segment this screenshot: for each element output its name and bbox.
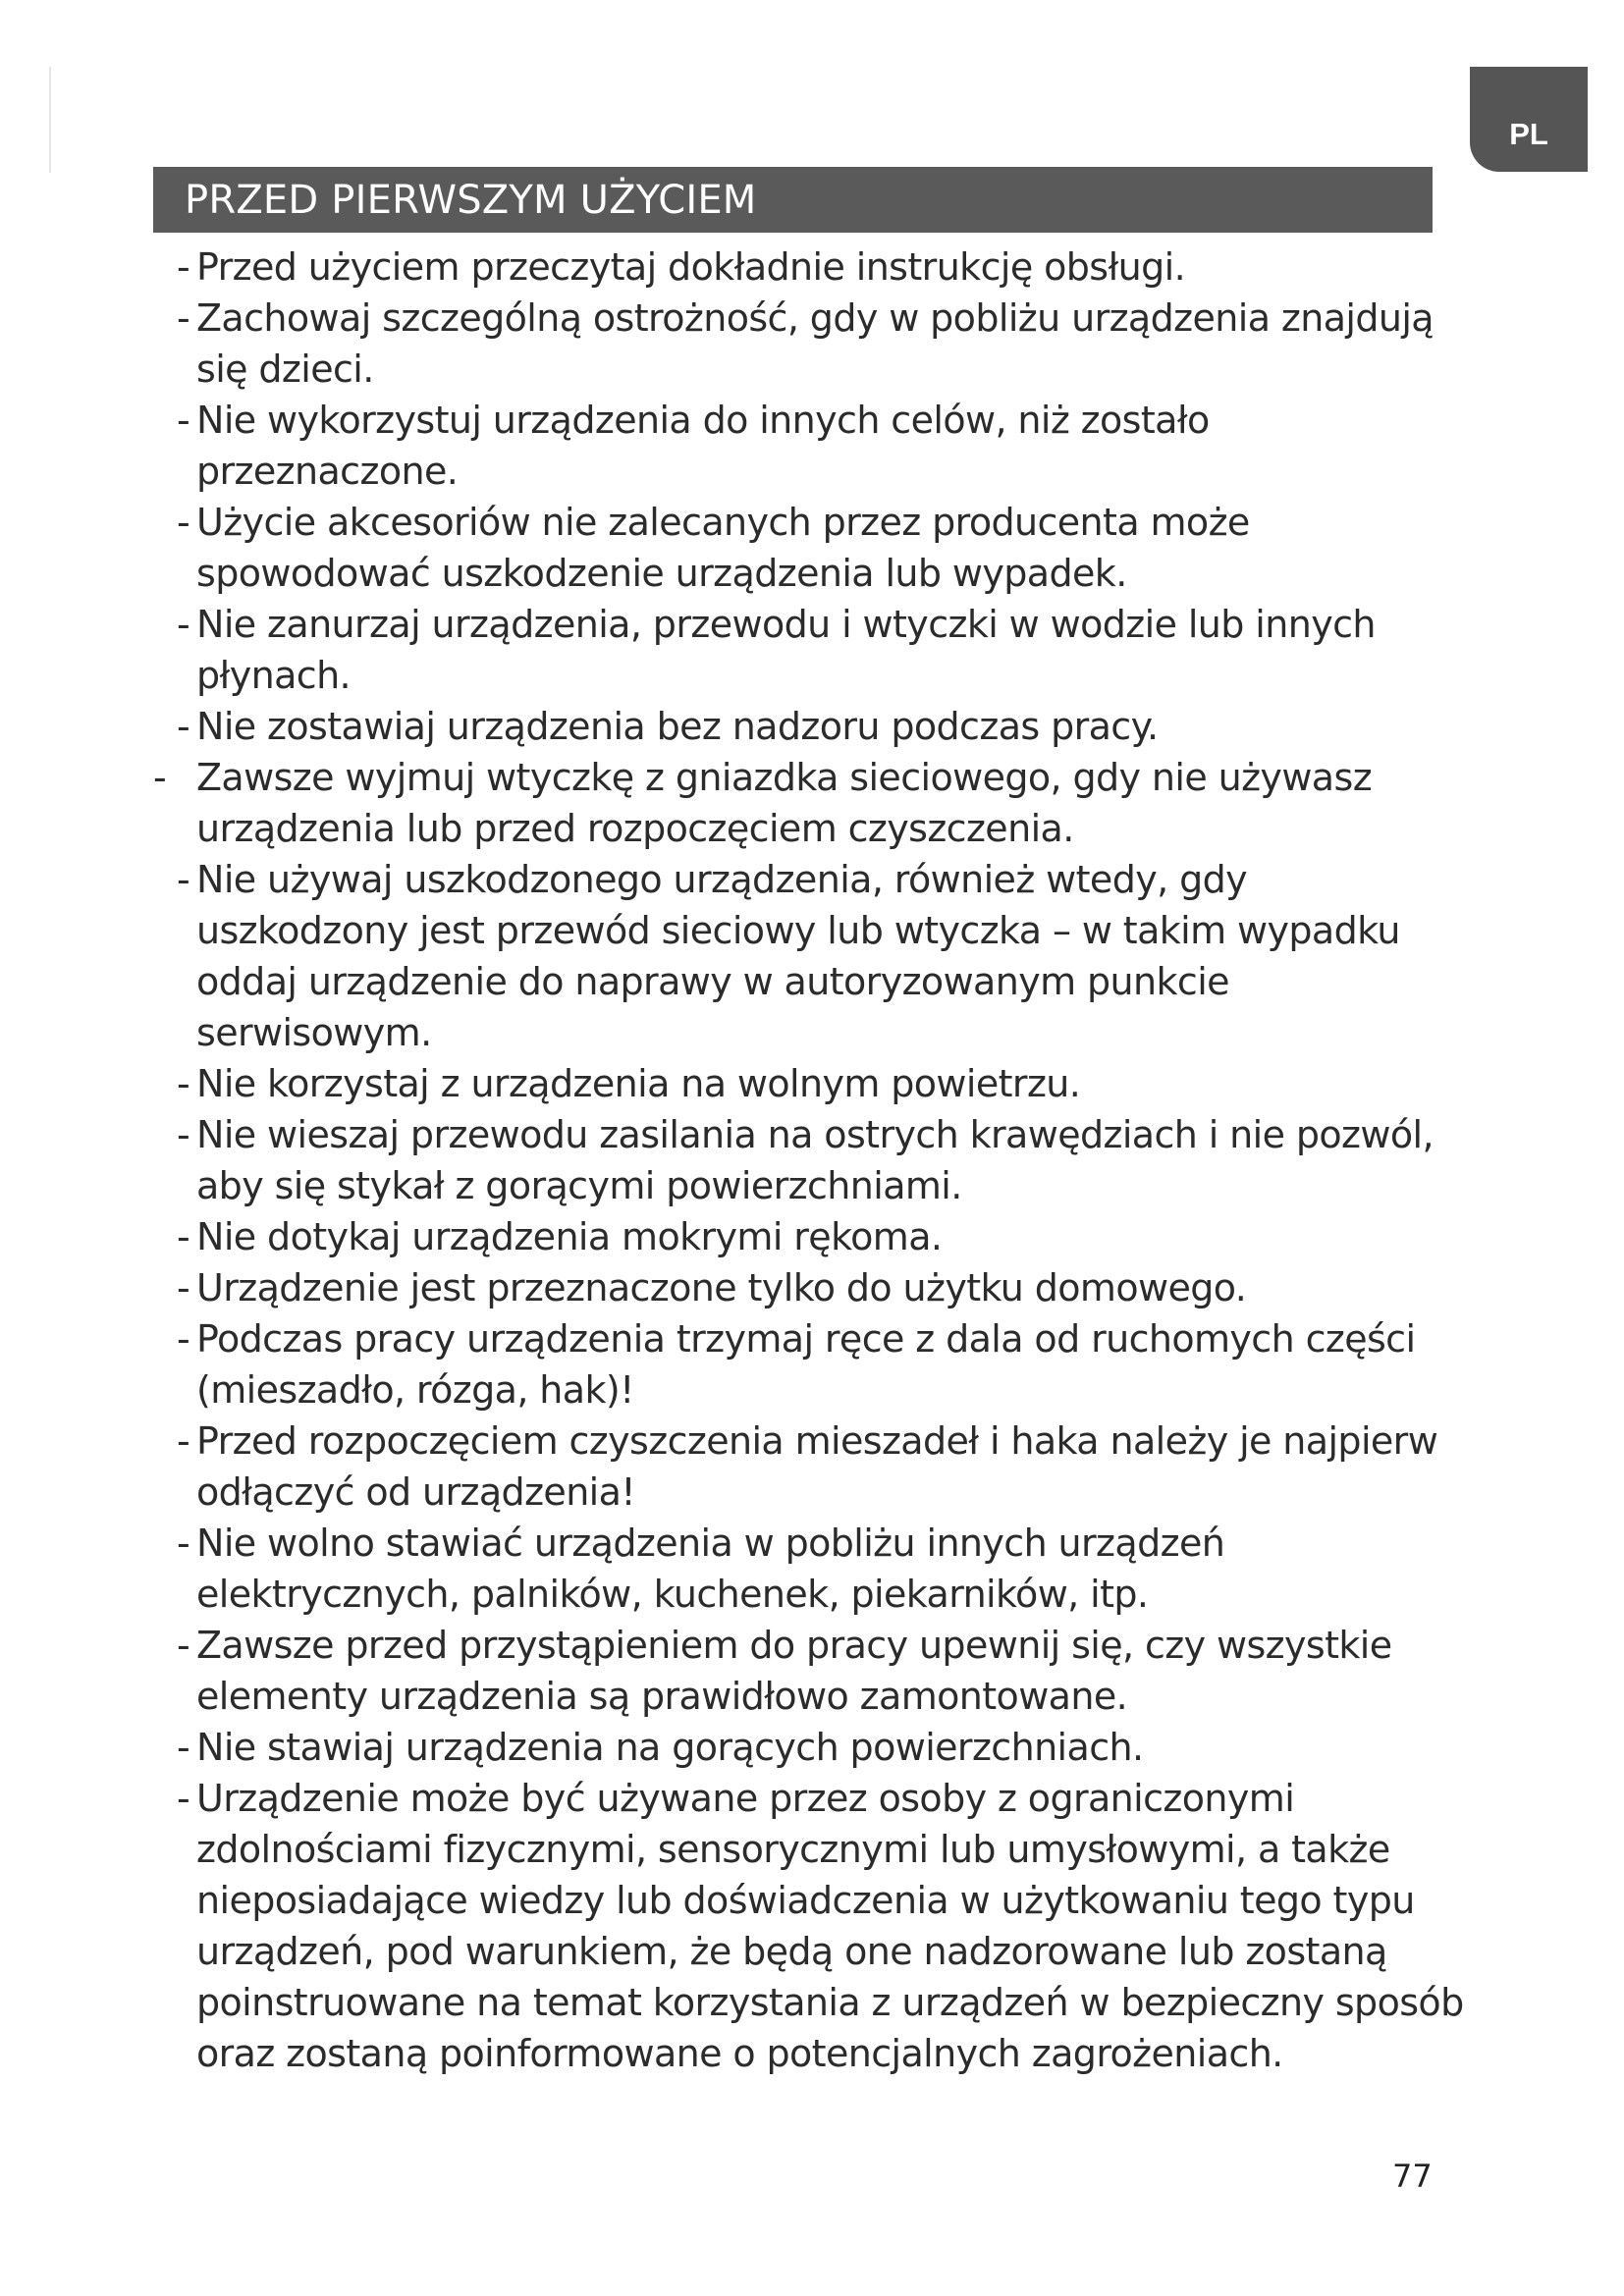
list-item — [0, 1211, 1624, 1262]
list-item — [0, 1722, 1624, 1773]
bullet-dash: - — [177, 705, 190, 748]
bullet-dash: - — [177, 245, 190, 289]
bullet-dash: - — [177, 1777, 190, 1820]
list-item-text: Nie używaj uszkodzonego urządzenia, również wtedy, gdy uszkodzony jest przewód sieciowy lub wtyczka – w takim wypadku oddaj urządzenie do naprawy w autoryzowanym punkcie serwisowym. — [196, 858, 1400, 1054]
list-item — [0, 1518, 1624, 1620]
list-item-text: Nie zanurzaj urządzenia, przewodu i wtyczki w wodzie lub innych płynach. — [196, 603, 1376, 697]
bullet-dash: - — [177, 1113, 190, 1156]
list-item — [0, 241, 1624, 293]
list-item — [0, 1415, 1624, 1518]
list-item-text: Zachowaj szczególną ostrożność, gdy w pobliżu urządzenia znajdują się dzieci. — [196, 296, 1434, 391]
list-item-text: Przed rozpoczęciem czyszczenia mieszadeł i haka należy je najpierw odłączyć od urządzenia! — [196, 1419, 1438, 1514]
bullet-dash: - — [177, 1522, 190, 1565]
list-item — [0, 1058, 1624, 1109]
section-header — [153, 167, 1433, 233]
bullet-dash: - — [177, 1317, 190, 1361]
bullet-dash: - — [177, 399, 190, 442]
list-item-text: Urządzenie może być używane przez osoby z ograniczonymi zdolnościami fizycznymi, sensorycznymi lub umysłowymi, a także nieposiadające wiedzy lub doświadczenia w użytkowaniu tego typu urządzeń, pod warunkiem, że będą one nadzorowane lub zostaną poinstruowane na temat korzystania z urządzeń w bezpieczny sposób oraz zostaną poinformowane o potencjalnych zagrożeniach. — [196, 1777, 1464, 2075]
bullet-dash: - — [177, 501, 190, 544]
section-title: PRZED PIERWSZYM UŻYCIEM — [185, 177, 757, 223]
margin-rule — [49, 67, 51, 173]
list-item-text: Nie wieszaj przewodu zasilania na ostrych krawędziach i nie pozwól, aby się stykał z gorącymi powierzchniami. — [196, 1113, 1434, 1207]
bullet-dash: - — [177, 603, 190, 646]
list-item-text: Zawsze wyjmuj wtyczkę z gniazdka sieciowego, gdy nie używasz urządzenia lub przed rozpoczęciem czyszczenia. — [196, 756, 1373, 850]
list-item-text: Nie korzystaj z urządzenia na wolnym powietrzu. — [196, 1062, 1081, 1105]
bullet-dash: - — [177, 1062, 190, 1105]
list-item — [0, 1109, 1624, 1211]
instruction-list — [0, 241, 1624, 2079]
bullet-dash: - — [177, 296, 190, 340]
language-tab-label: PL — [1509, 117, 1548, 151]
bullet-dash: - — [177, 1419, 190, 1463]
list-item — [0, 1620, 1624, 1722]
list-item — [0, 1773, 1624, 2079]
page-number: 77 — [1392, 2158, 1433, 2195]
list-item-text: Urządzenie jest przeznaczone tylko do użytku domowego. — [196, 1266, 1247, 1309]
list-item-text: Zawsze przed przystąpieniem do pracy upewnij się, czy wszystkie elementy urządzenia są prawidłowo zamontowane. — [196, 1624, 1392, 1718]
bullet-dash: - — [177, 858, 190, 901]
list-item — [0, 395, 1624, 497]
list-item-text: Nie wykorzystuj urządzenia do innych celów, niż zostało przeznaczone. — [196, 399, 1210, 493]
list-item-text: Nie dotykaj urządzenia mokrymi rękoma. — [196, 1215, 943, 1258]
list-item-text: Użycie akcesoriów nie zalecanych przez producenta może spowodować uszkodzenie urządzenia lub wypadek. — [196, 501, 1250, 595]
list-item-text: Nie stawiaj urządzenia na gorących powierzchniach. — [196, 1726, 1144, 1769]
list-item — [0, 854, 1624, 1058]
bullet-dash: - — [177, 1624, 190, 1667]
list-item — [0, 293, 1624, 395]
list-item — [0, 752, 1624, 854]
list-item-text: Nie wolno stawiać urządzenia w pobliżu innych urządzeń elektrycznych, palników, kuchenek, piekarników, itp. — [196, 1522, 1225, 1616]
bullet-dash: - — [177, 1726, 190, 1769]
language-tab — [1470, 67, 1588, 172]
list-item-text: Podczas pracy urządzenia trzymaj ręce z dala od ruchomych części (mieszadło, rózga, hak)! — [196, 1317, 1416, 1412]
list-item-text: Przed użyciem przeczytaj dokładnie instrukcję obsługi. — [196, 245, 1186, 289]
list-item — [0, 1313, 1624, 1415]
list-item — [0, 1262, 1624, 1313]
list-item — [0, 701, 1624, 752]
list-item-text: Nie zostawiaj urządzenia bez nadzoru podczas pracy. — [196, 705, 1159, 748]
bullet-dash: - — [153, 756, 167, 799]
bullet-dash: - — [177, 1215, 190, 1258]
list-item — [0, 497, 1624, 599]
list-item — [0, 599, 1624, 701]
bullet-dash: - — [177, 1266, 190, 1309]
